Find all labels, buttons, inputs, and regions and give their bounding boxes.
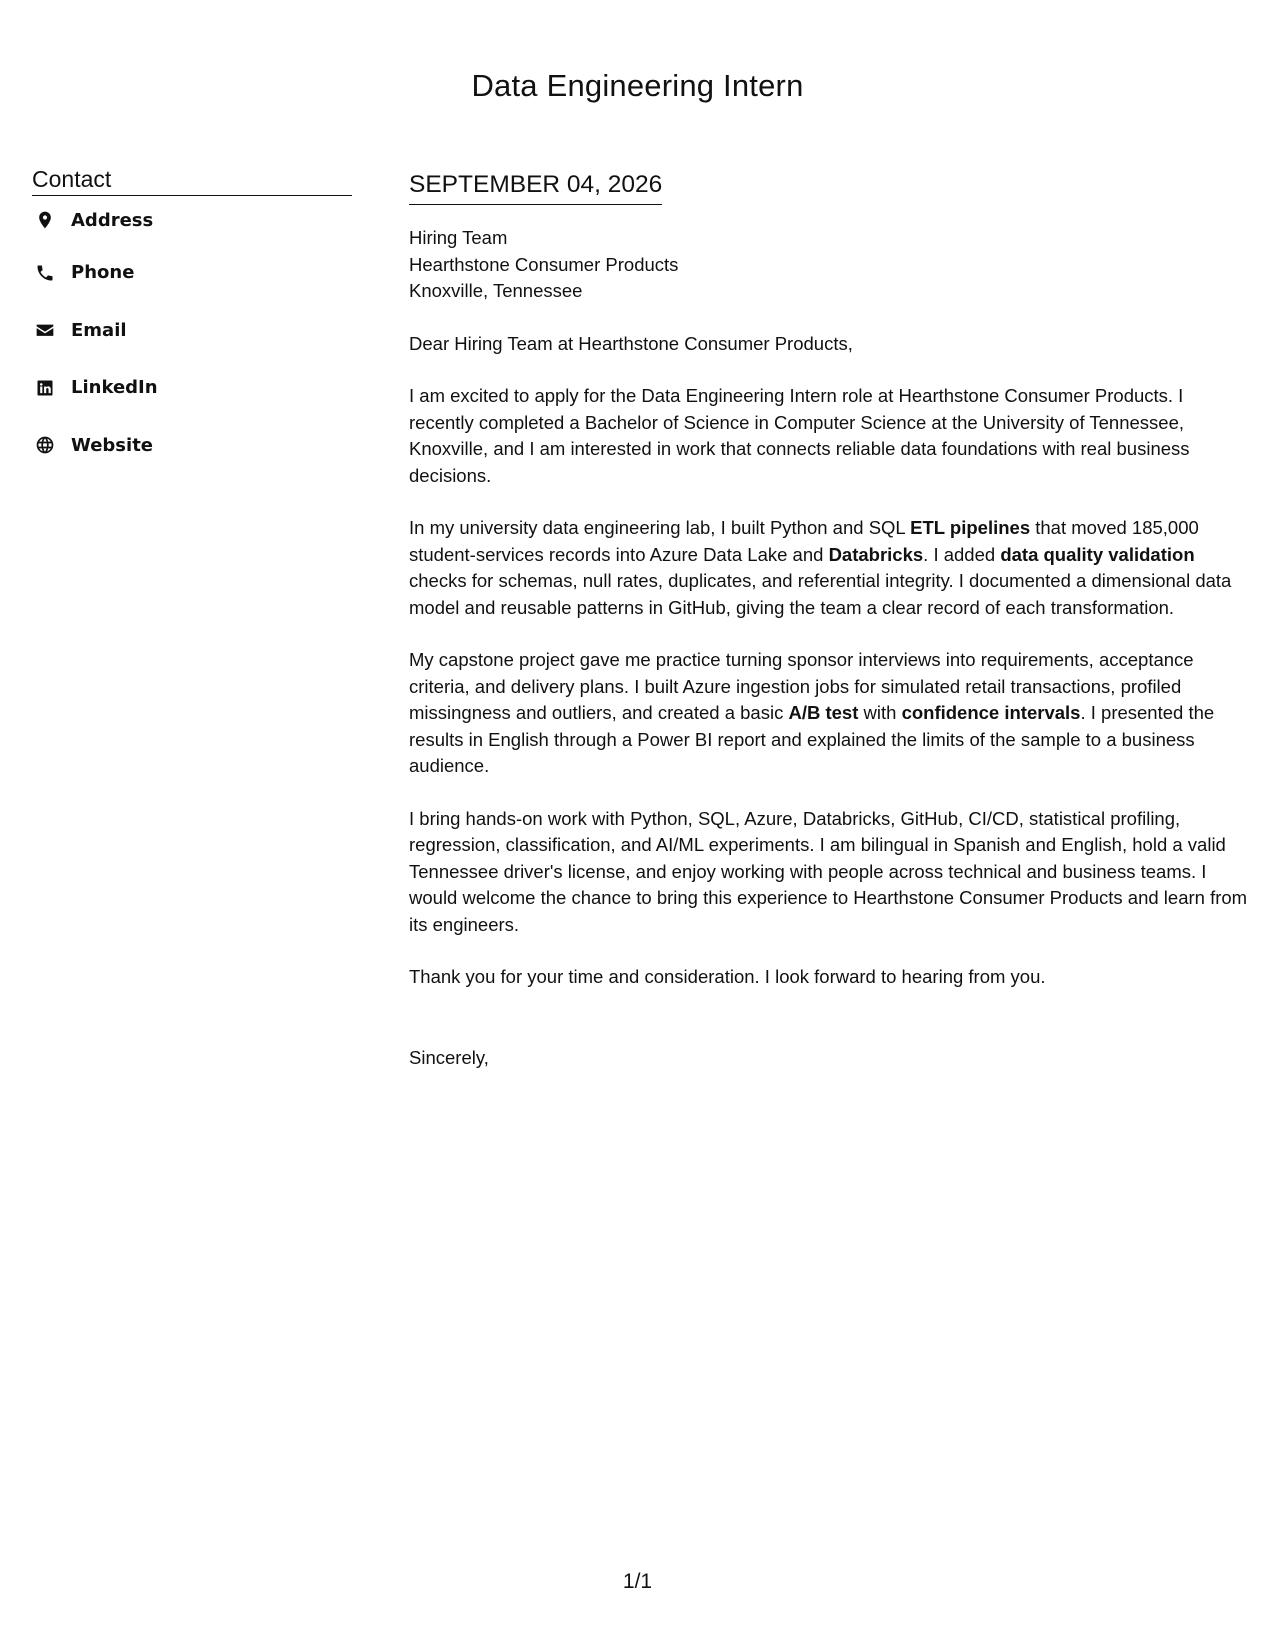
paragraph-5: Thank you for your time and consideration. I look forward to hearing from you. — [409, 966, 1046, 987]
recipient-line-1: Hiring Team — [409, 227, 508, 248]
paragraph-2-text-3: . I added — [923, 543, 1001, 565]
contact-label-linkedin: LinkedIn — [71, 377, 158, 399]
paragraph-3-text-1: My capstone project gave me practice turning sponsor interviews into requirements, acceptance criteria, and delivery plans. I built Azure ingestion jobs for simulated retail transactions, profiled missingness and outliers, and created a basic — [409, 649, 1194, 723]
paragraph-2-bold-2: Databricks — [828, 543, 924, 565]
contact-item-linkedin[interactable] — [32, 359, 352, 417]
linkedin-icon — [34, 377, 56, 399]
phone-icon — [34, 262, 56, 284]
paragraph-2 — [409, 515, 1249, 621]
paragraph-3-text-3: . I presented the results in English through a Power BI report and explained the limits of the sample to a business audience. — [409, 702, 1215, 776]
letter-date: SEPTEMBER 04, 2026 — [409, 170, 662, 205]
contact-label-address: Address — [71, 209, 154, 231]
paragraph-2-bold-3: data quality validation — [1000, 543, 1195, 565]
paragraph-2-text-4: checks for schemas, null rates, duplicates, and referential integrity. I documented a dimensional data model and reusable patterns in GitHub, giving the team a clear record of each transformation. — [409, 570, 1232, 618]
contact-heading: Contact — [32, 166, 352, 196]
recipient-line-3: Knoxville, Tennessee — [409, 280, 583, 301]
contact-item-address[interactable] — [32, 196, 352, 244]
letter-body — [409, 170, 1249, 1097]
paragraph-4: I bring hands-on work with Python, SQL, Azure, Databricks, GitHub, CI/CD, statistical profiling, regression, classification, and AI/ML experiments. I am bilingual in Spanish and English, hold a valid Tennessee driver's license, and enjoy working with people across technical and business teams. I would welcome the chance to bring this experience to Hearthstone Consumer Products and learn from its engineers. — [409, 807, 1248, 935]
paragraph-3-text-2: with — [858, 702, 902, 723]
contact-sidebar — [32, 166, 352, 474]
recipient-block — [409, 225, 1249, 305]
contact-item-email[interactable] — [32, 302, 352, 360]
contact-item-website[interactable] — [32, 417, 352, 475]
recipient-line-2: Hearthstone Consumer Products — [409, 253, 679, 275]
paragraph-1: I am excited to apply for the Data Engineering Intern role at Hearthstone Consumer Products. I recently completed a Bachelor of Science in Computer Science at the University of Tennessee, Knoxville, and I am interested in work that connects reliable data foundations with real business decisions. — [409, 385, 1190, 486]
paragraph-2-text-1: In my university data engineering lab, I built Python and SQL — [409, 517, 911, 538]
page-number: 1/1 — [622, 1570, 653, 1593]
closing: Sincerely, — [409, 1046, 489, 1068]
paragraph-2-bold-1: ETL pipelines — [910, 517, 1031, 538]
contact-list — [32, 196, 352, 474]
paragraph-2-text-2: that moved 185,000 student-services records into Azure Data Lake and — [409, 517, 1199, 565]
closing-spacer — [409, 1017, 1249, 1045]
paragraph-3-bold-1: A/B test — [788, 702, 859, 723]
location-pin-icon — [34, 209, 56, 231]
contact-label-email: Email — [71, 319, 127, 341]
globe-icon — [34, 434, 56, 456]
contact-label-phone: Phone — [71, 262, 135, 284]
document-title: Data Engineering Intern — [471, 68, 804, 103]
paragraph-3-bold-2: confidence intervals — [901, 702, 1081, 723]
salutation: Dear Hiring Team at Hearthstone Consumer Products, — [409, 332, 853, 354]
paragraph-3 — [409, 647, 1249, 780]
contact-label-website: Website — [71, 434, 154, 456]
contact-item-phone[interactable] — [32, 244, 352, 302]
envelope-icon — [34, 319, 56, 341]
